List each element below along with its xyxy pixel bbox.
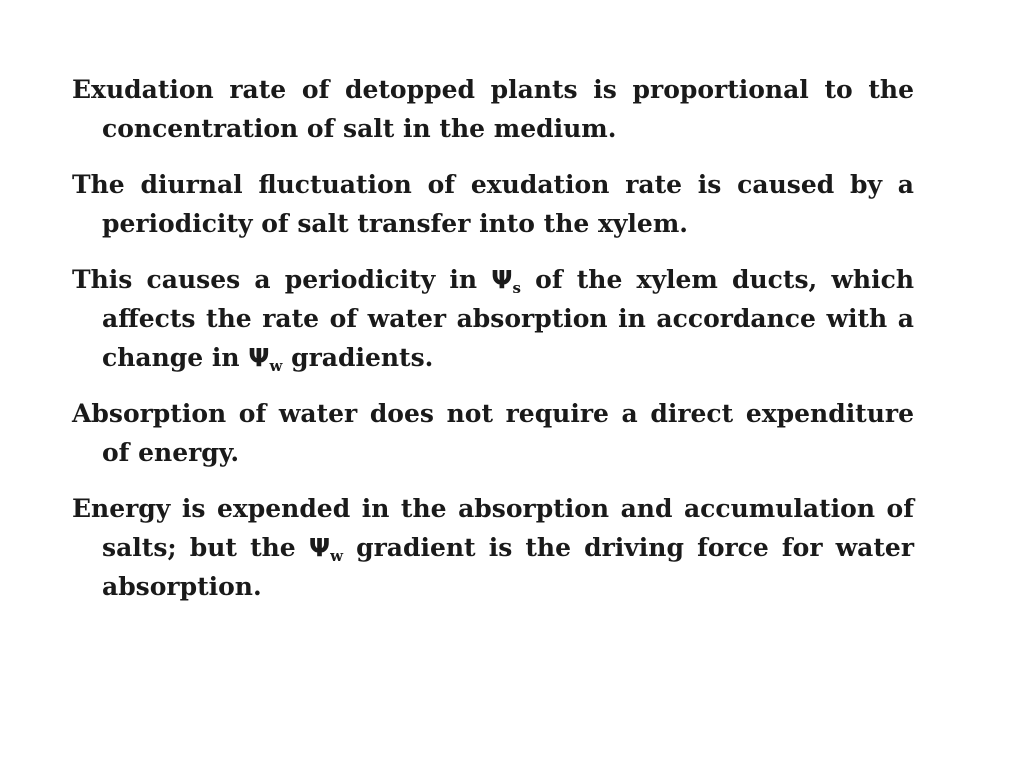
paragraph-exudation-rate	[72, 70, 914, 148]
psi-subscript-w: w	[330, 547, 343, 565]
psi-symbol: Ψ	[308, 533, 331, 562]
psi-symbol: Ψ	[248, 343, 270, 372]
paragraph-periodicity	[72, 260, 914, 377]
paragraph-diurnal-fluctuation	[72, 165, 914, 243]
slide-content	[72, 70, 914, 623]
paragraph-energy-expended	[72, 489, 914, 606]
paragraph-text: Absorption of water does not require a direct expenditure of energy.	[72, 399, 914, 467]
psi-subscript-s: s	[512, 279, 521, 297]
paragraph-text: Exudation rate of detopped plants is proportional to the concentration of salt in the medium.	[72, 75, 914, 143]
paragraph-text-start: Energy is expended in the absorption and accumulation of salts; but the	[72, 494, 914, 562]
paragraph-text-start: This causes a periodicity in	[72, 265, 492, 294]
psi-symbol: Ψ	[491, 265, 513, 294]
paragraph-absorption-energy	[72, 394, 914, 472]
paragraph-text-middle: of the xylem ducts, which affects the rate of water absorption in accordance with a change in	[102, 265, 914, 372]
paragraph-text-end: gradient is the driving force for water absorption.	[102, 533, 914, 601]
paragraph-text: The diurnal fluctuation of exudation rate is caused by a periodicity of salt transfer into the xylem.	[72, 170, 914, 238]
psi-subscript-w: w	[269, 357, 283, 375]
paragraph-text-end: gradients.	[282, 343, 434, 372]
